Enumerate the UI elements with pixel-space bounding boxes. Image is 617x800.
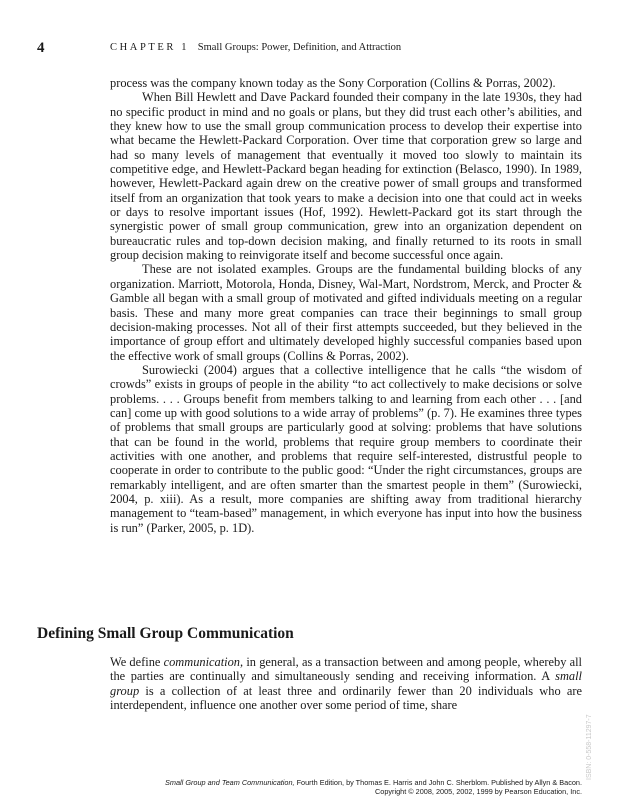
definition-text-end: is a collection of at least three and ordinarily fewer than 20 individuals who are interdependent, influence one another over some period of time, share [110, 683, 582, 713]
paragraph-definition [110, 655, 582, 712]
section-body [110, 655, 582, 712]
section-heading: Defining Small Group Communication [37, 625, 294, 642]
body-text [110, 76, 582, 535]
footer [165, 778, 582, 796]
running-head [110, 42, 401, 53]
definition-text-mid: in general, as a transaction between and among people, whereby all the parties are continually and simultaneously sending and receiving information. A [110, 655, 582, 684]
chapter-title: Small Groups: Power, Definition, and Attraction [197, 42, 402, 53]
chapter-label: CHAPTER 1 [110, 42, 190, 53]
footer-line-1 [165, 778, 582, 787]
footer-line-1-rest: Fourth Edition, by Thomas E. Harris and John C. Sherblom. Published by Allyn & Bacon. [294, 778, 582, 787]
page-number: 4 [37, 40, 45, 56]
paragraph-sony: process was the company known today as the Sony Corporation (Collins & Porras, 2002). [110, 76, 556, 90]
paragraph-isolated-examples: These are not isolated examples. Groups are the fundamental building blocks of any organization. Marriott, Motorola, Honda, Disney, Wal-Mart, Nordstrom, Merck, and Procter & Gamble all began with a small group of motivated and gifted individuals meeting on a regular basis. These and many more great companies can trace their beginnings to small group decision-making processes. Not all of their first attempts succeeded, but they believed in the importance of group effort and ultimately developed highly successful companies based upon the effective work of small groups (Collins & Porras, 2002). [110, 262, 582, 363]
footer-copyright: Copyright © 2008, 2005, 2002, 1999 by Pearson Education, Inc. [375, 787, 582, 796]
term-communication: communication, [163, 655, 244, 669]
paragraph-hewlett-packard: When Bill Hewlett and Dave Packard founded their company in the late 1930s, they had no specific product in mind and no goals or plans, but they did trust each other’s abilities, and they knew how to use the small group communication process to develop their expertise into what became the Hewlett-Packard Corporation. Over time that corporation grew so large and had so many levels of management that eventually it moved too slowly to maintain its competitive edge, and Hewlett-Packard began heading for extinction (Belasco, 1990). In 1989, however, Hewlett-Packard again drew on the creative power of small groups and transformed itself from an organization that took years to make a decision into one that could act in weeks or days to resolve important issues (Hof, 1992). Hewlett-Packard got its start through the synergistic power of small group communication, grew into an organization dependent on bureaucratic rules and top-down decision making, and finally returned to its roots in small group decision making to reinvigorate itself and become successful once again. [110, 90, 582, 263]
definition-text-start: We define [110, 655, 164, 669]
term-small-group: small group [110, 669, 582, 698]
footer-book-title: Small Group and Team Communication, [165, 778, 295, 787]
side-isbn [576, 680, 596, 780]
isbn-text: ISBN: 0-558-11297-7 [586, 714, 593, 780]
paragraph-surowiecki: Surowiecki (2004) argues that a collective intelligence that he calls “the wisdom of crowds” exists in groups of people in the ability “to act collectively to make decisions or solve problems. . . . Groups benefit from members talking to and learning from each other . . . [and can] come up with good solutions to a wide array of problems” (p. 7). He examines three types of problems that small groups are particularly good at solving: problems that have solutions that can be found in the world, problems that require group members to coordinate their activities with one another, and problems that require self-interested, distrustful people to cooperate in order to contribute to the public good: “Under the right circumstances, groups are remarkably intelligent, and are often smarter than the smartest people in them” (Surowiecki, 2004, p. xiii). As a result, more companies are shifting away from traditional hierarchy management to “team-based” management, in which everyone has input into how the business is run” (Parker, 2005, p. 1D). [110, 362, 582, 535]
